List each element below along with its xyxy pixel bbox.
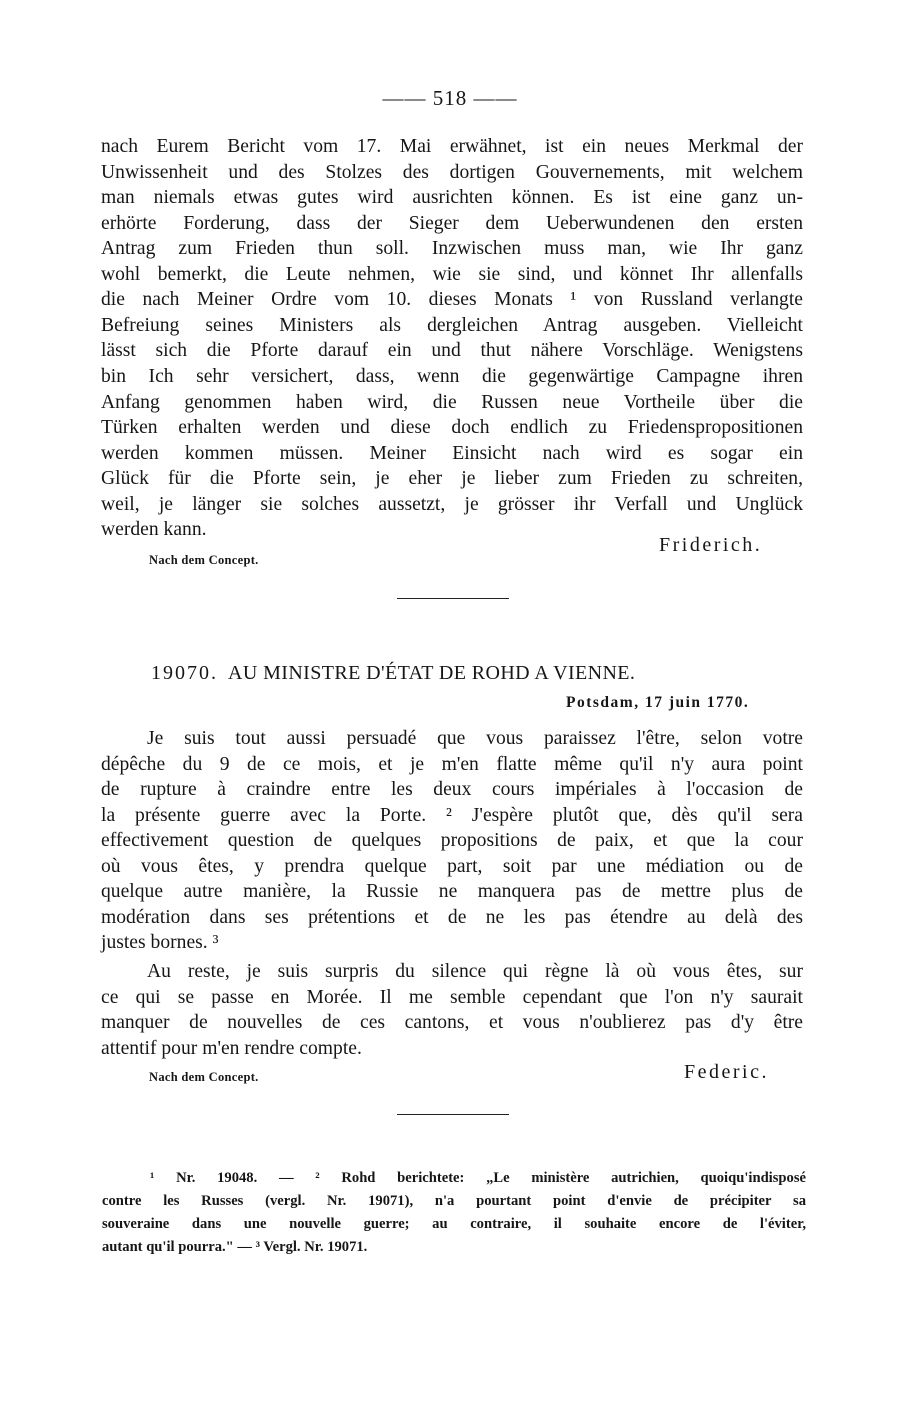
text-line: lässt sich die Pforte darauf ein und thut nähere Vorschläge. Wenigstens bbox=[101, 340, 803, 361]
text-line: ce qui se passe en Morée. Il me semble cependant que l'on n'y saurait bbox=[101, 987, 803, 1008]
text-line: dépêche du 9 de ce mois, et je m'en flatte même qu'il n'y aura point bbox=[101, 754, 803, 775]
text-line: die nach Meiner Ordre vom 10. dieses Monats ¹ von Russland verlangte bbox=[101, 289, 803, 310]
text-line: man niemals etwas gutes wird ausrichten können. Es ist eine ganz un- bbox=[101, 187, 803, 208]
text-line: la présente guerre avec la Porte. ² J'espère plutôt que, dès qu'il sera bbox=[101, 805, 803, 826]
text-line: nach Eurem Bericht vom 17. Mai erwähnet, ist ein neues Merkmal der bbox=[101, 136, 803, 157]
footnote-line: souveraine dans une nouvelle guerre; au contraire, il souhaite encore de l'éviter, bbox=[102, 1216, 806, 1232]
page-number: —— 518 —— bbox=[382, 86, 518, 110]
text-line: wohl bemerkt, die Leute nehmen, wie sie sind, und könnet Ihr allenfalls bbox=[101, 264, 803, 285]
text-line: modération dans ses prétentions et de ne les pas étendre au delà des bbox=[101, 907, 803, 928]
footnote-line: autant qu'il pourra." — ³ Vergl. Nr. 19071. bbox=[102, 1239, 368, 1255]
text-line: effectivement question de quelques propositions de paix, et que la cour bbox=[101, 830, 803, 851]
text-line: Anfang genommen haben wird, die Russen neue Vortheile über die bbox=[101, 392, 803, 413]
place-date: Potsdam, 17 juin 1770. bbox=[566, 694, 750, 711]
text-line: bin Ich sehr versichert, dass, wenn die gegenwärtige Campagne ihren bbox=[101, 366, 803, 387]
source-note: Nach dem Concept. bbox=[149, 1070, 259, 1084]
footnote-line: contre les Russes (vergl. Nr. 19071), n'a pourtant point d'envie de précipiter sa bbox=[102, 1193, 806, 1209]
text-line: Je suis tout aussi persuadé que vous paraissez l'être, selon votre bbox=[147, 728, 803, 749]
text-line: Au reste, je suis surpris du silence qui règne là où vous êtes, sur bbox=[147, 961, 803, 982]
text-line: Unwissenheit und des Stolzes des dortigen Gouvernements, mit welchem bbox=[101, 162, 803, 183]
letter-title: AU MINISTRE D'ÉTAT DE ROHD A VIENNE. bbox=[228, 662, 636, 684]
footnote-line: ¹ Nr. 19048. — ² Rohd berichtete: „Le ministère autrichien, quoiqu'indisposé bbox=[150, 1170, 806, 1186]
text-line: Antrag zum Frieden thun soll. Inzwischen muss man, wie Ihr ganz bbox=[101, 238, 803, 259]
text-line: werden kann. bbox=[101, 519, 207, 540]
text-line: justes bornes. ³ bbox=[101, 932, 219, 953]
text-line: de rupture à craindre entre les deux cours impériales à l'occasion de bbox=[101, 779, 803, 800]
signature: Federic. bbox=[684, 1061, 769, 1083]
signature: Friderich. bbox=[659, 534, 763, 556]
letter-number: 19070. bbox=[151, 662, 218, 684]
text-line: Befreiung seines Ministers als dergleichen Antrag ausgeben. Vielleicht bbox=[101, 315, 803, 336]
text-line: quelque autre manière, la Russie ne manquera pas de mettre plus de bbox=[101, 881, 803, 902]
text-line: manquer de nouvelles de ces cantons, et vous n'oublierez pas d'y être bbox=[101, 1012, 803, 1033]
text-line: attentif pour m'en rendre compte. bbox=[101, 1038, 362, 1059]
text-line: weil, je länger sie solches aussetzt, je grösser ihr Verfall und Unglück bbox=[101, 494, 803, 515]
text-line: Türken erhalten werden und diese doch endlich zu Friedenspropositionen bbox=[101, 417, 803, 438]
section-divider bbox=[397, 1114, 509, 1115]
letter-heading bbox=[151, 662, 635, 685]
section-divider bbox=[397, 598, 509, 599]
text-line: erhörte Forderung, dass der Sieger dem Ueberwundenen den ersten bbox=[101, 213, 803, 234]
text-line: werden kommen müssen. Meiner Einsicht nach wird es sogar ein bbox=[101, 443, 803, 464]
text-line: Glück für die Pforte sein, je eher je lieber zum Frieden zu schreiten, bbox=[101, 468, 803, 489]
source-note: Nach dem Concept. bbox=[149, 553, 259, 567]
text-line: où vous êtes, y prendra quelque part, soit par une médiation ou de bbox=[101, 856, 803, 877]
